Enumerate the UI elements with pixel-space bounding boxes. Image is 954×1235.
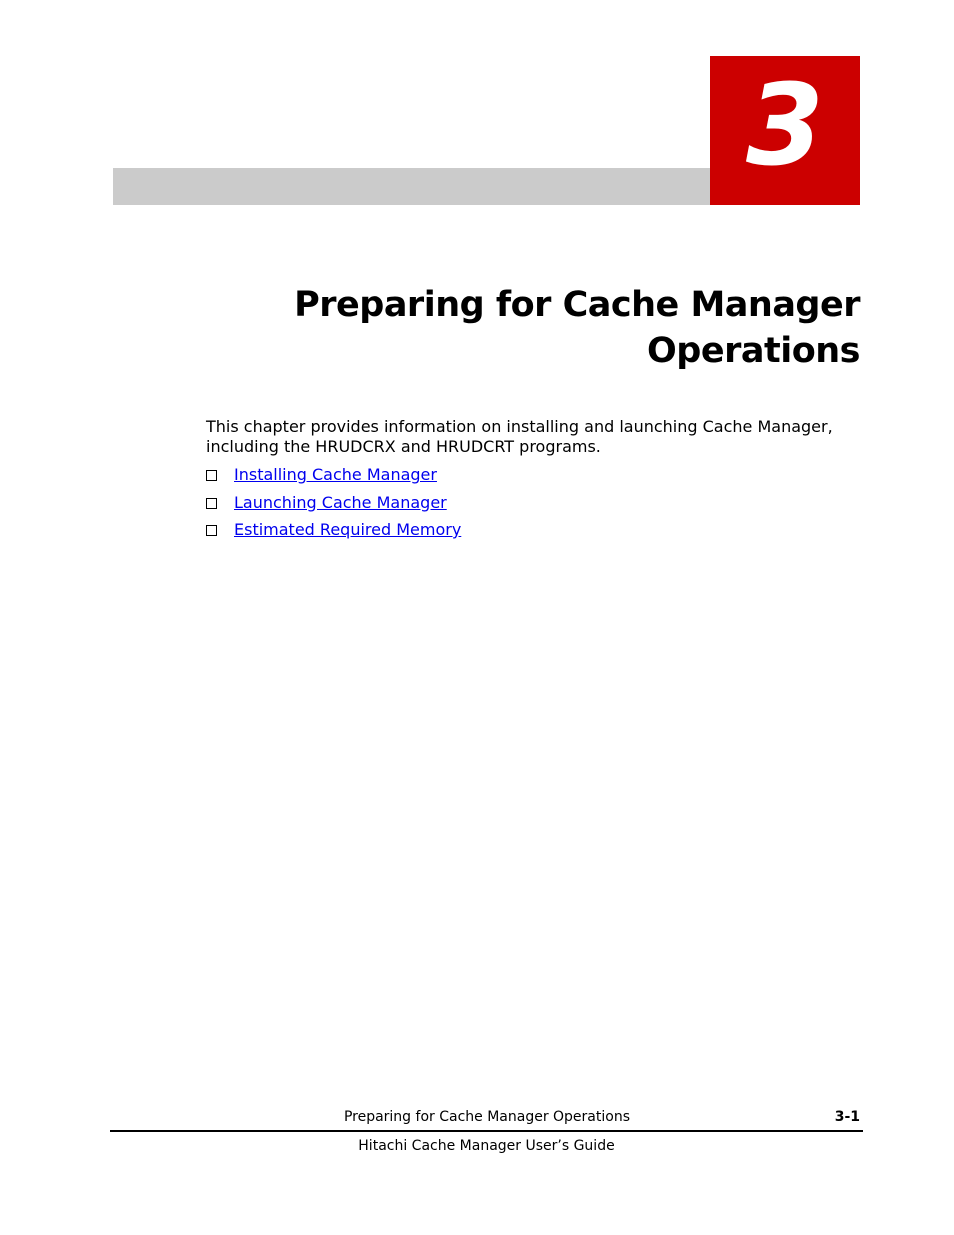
toc-item-installing (206, 465, 461, 493)
chapter-intro: This chapter provides information on installing and launching Cache Manager, including the HRUDCRX and HRUDCRT programs. (206, 417, 833, 456)
checkbox-bullet-icon (206, 498, 217, 509)
checkbox-bullet-icon (206, 470, 217, 481)
chapter-title-line-1: Preparing for Cache Manager (294, 285, 860, 325)
checkbox-bullet-icon (206, 525, 217, 536)
link-installing-cache-manager[interactable]: Installing Cache Manager (234, 465, 437, 484)
footer-divider (110, 1130, 863, 1132)
chapter-title-line-2: Operations (647, 331, 860, 371)
footer-guide-title: Hitachi Cache Manager User’s Guide (358, 1138, 615, 1154)
chapter-header-bar (113, 168, 710, 205)
toc-item-memory (206, 520, 461, 548)
chapter-toc-list (206, 465, 461, 548)
chapter-number: 3 (746, 61, 824, 191)
link-launching-cache-manager[interactable]: Launching Cache Manager (234, 492, 447, 512)
footer-page-number: 3-1 (834, 1109, 860, 1125)
chapter-number-box (710, 56, 860, 205)
chapter-title (220, 282, 860, 374)
footer-chapter-title: Preparing for Cache Manager Operations (343, 1109, 630, 1125)
toc-item-launching (206, 493, 461, 521)
link-estimated-required-memory[interactable]: Estimated Required Memory (234, 520, 462, 539)
